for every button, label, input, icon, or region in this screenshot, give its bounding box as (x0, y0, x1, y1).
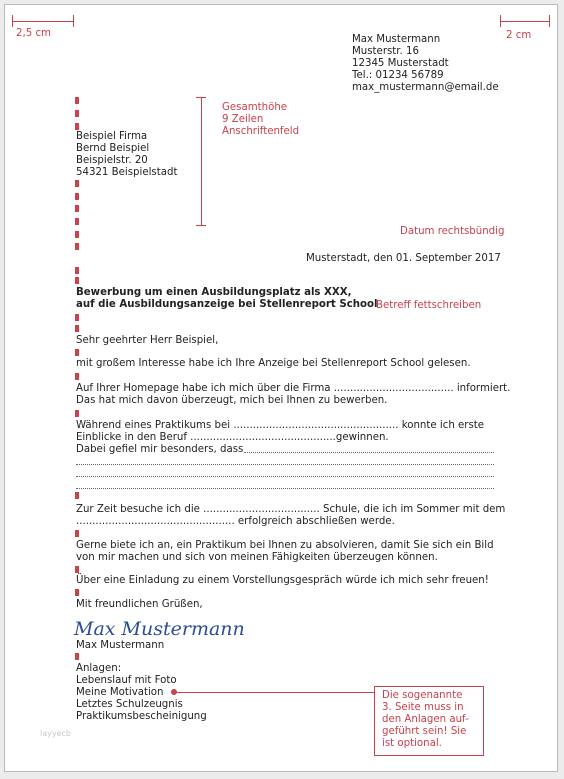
fill-line (76, 488, 494, 489)
fill-line (76, 476, 494, 477)
line-marker (75, 410, 79, 417)
attachment-note: Die sogenannte 3. Seite muss in den Anlagen auf- geführt sein! Sie ist optional. (382, 690, 469, 749)
left-margin-line (12, 21, 74, 22)
date-line: Musterstadt, den 01. September 2017 (306, 253, 501, 264)
right-margin-label: 2 cm (506, 30, 532, 41)
sender-name: Max Mustermann (352, 34, 441, 45)
line-marker (75, 314, 79, 321)
paragraph-5: Gerne biete ich an, ein Praktikum bei Ihnen zu absolvieren, damit Sie sich ein Bild von mir machen und sich von meinen Fähigkeiten überzeugen können. (76, 540, 494, 563)
attachments (76, 663, 207, 723)
signature-name: Max Mustermann (76, 640, 165, 651)
attachment-item: Praktikumsbescheinigung (76, 711, 207, 722)
line-marker (75, 180, 79, 187)
paragraph-4: Zur Zeit besuche ich die .................................... Schule, die ich im Sommer mit dem ................................................. erfolgreich abschließen werde. (76, 504, 506, 527)
attachment-item: Lebenslauf mit Foto (76, 675, 177, 686)
signature: Max Mustermann (74, 618, 245, 640)
left-margin-label: 2,5 cm (16, 28, 51, 39)
line-marker (75, 653, 79, 660)
subject-line-1: Bewerbung um einen Ausbildungsplatz als XXX, (76, 287, 352, 298)
sender-street: Musterstr. 16 (352, 46, 419, 57)
address-field-note: Gesamthöhe 9 Zeilen Anschriftenfeld (222, 102, 300, 137)
line-marker (75, 205, 79, 212)
right-margin-line (500, 21, 550, 22)
recipient-line: Beispiel Firma (76, 131, 148, 142)
paragraph-2: Auf Ihrer Homepage habe ich mich über die Firma ..................................... informiert. Das hat mich davon überzeugt, mich bei Ihnen zu bewerben. (76, 383, 511, 406)
recipient-line: Beispielstr. 20 (76, 155, 148, 166)
paragraph-1: mit großem Interesse habe ich Ihre Anzeige bei Stellenreport School gelesen. (76, 358, 471, 369)
line-marker (75, 243, 79, 250)
line-marker (75, 530, 79, 537)
line-marker (75, 589, 79, 596)
line-marker (75, 193, 79, 200)
subject (76, 287, 377, 311)
line-marker (75, 492, 79, 499)
recipient-line: 54321 Beispielstadt (76, 167, 178, 178)
attachments-title: Anlagen: (76, 663, 122, 674)
line-marker (75, 566, 79, 573)
line-marker (75, 231, 79, 238)
line-marker (75, 110, 79, 117)
sender-block (352, 34, 499, 94)
attachment-item: Letztes Schulzeugnis (76, 699, 183, 710)
salutation: Sehr geehrter Herr Beispiel, (76, 335, 219, 346)
fill-line (76, 464, 494, 465)
recipient-line: Bernd Beispiel (76, 143, 150, 154)
line-marker (75, 325, 79, 332)
fill-line (244, 452, 494, 453)
date-note: Datum rechtsbündig (400, 226, 505, 237)
line-marker (75, 267, 79, 274)
attachment-item: Meine Motivation (76, 687, 164, 698)
line-marker (75, 218, 79, 225)
left-margin-end (73, 15, 74, 27)
recipient-block (76, 131, 177, 179)
subject-note: Betreff fettschreiben (376, 300, 482, 311)
paragraph-6: Über eine Einladung zu einem Vorstellungsgespräch würde ich mich sehr freuen! (76, 575, 489, 586)
line-marker (75, 373, 79, 380)
line-marker (75, 277, 79, 284)
closing: Mit freundlichen Grüßen, (76, 599, 203, 610)
line-marker (75, 123, 79, 130)
sender-email: max_mustermann@email.de (352, 82, 499, 93)
right-margin-marker (549, 15, 550, 27)
address-bracket-bottom (196, 225, 206, 226)
attachment-note-box (374, 686, 484, 756)
callout-connector (176, 692, 374, 693)
line-marker (75, 97, 79, 104)
paragraph-3: Während eines Praktikums bei ................................................... konnte ich erste Einblicke in den Beruf .............................................gewinnen. Dabei gefiel mir besonders, dass (76, 420, 485, 455)
sender-phone: Tel.: 01234 56789 (352, 70, 444, 81)
watermark: layyecb (40, 729, 71, 738)
address-bracket (201, 97, 202, 225)
line-marker (75, 349, 79, 356)
sender-city: 12345 Musterstadt (352, 58, 449, 69)
subject-line-2: auf die Ausbildungsanzeige bei Stellenreport School (76, 299, 378, 310)
